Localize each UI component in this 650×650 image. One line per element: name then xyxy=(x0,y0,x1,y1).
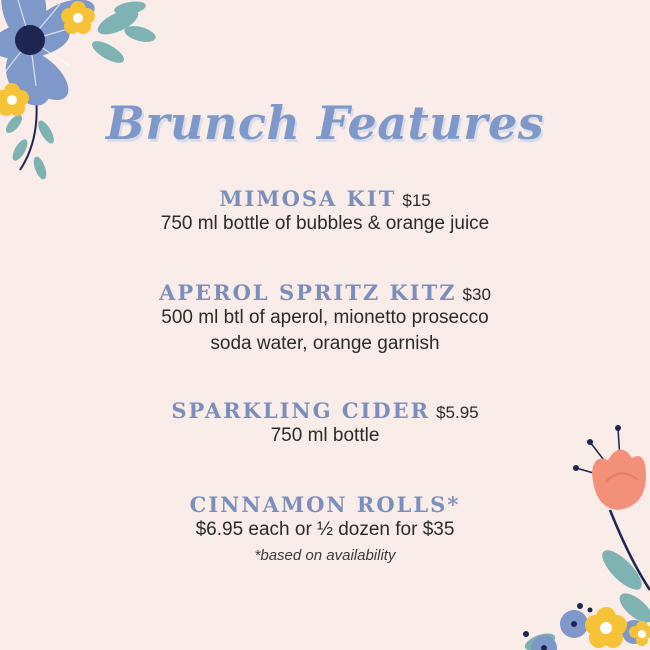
flower-cluster-top-left-icon xyxy=(0,0,190,190)
menu-item-mimosa-kit xyxy=(0,186,650,237)
item-price: $30 xyxy=(462,285,491,304)
item-description: $6.95 each or ½ dozen for $35 xyxy=(195,519,455,540)
item-price: $15 xyxy=(402,191,431,210)
availability-note: *based on availability xyxy=(254,547,396,564)
item-description: 500 ml btl of aperol, mionetto prosecco xyxy=(161,307,489,328)
menu-item-sparkling-cider xyxy=(0,398,650,449)
menu-title: Brunch Features xyxy=(105,96,545,150)
item-name: CINNAMON ROLLS* xyxy=(189,492,461,517)
menu-item-cinnamon-rolls xyxy=(0,492,650,564)
item-price: $5.95 xyxy=(436,403,479,422)
item-description: soda water, orange garnish xyxy=(210,333,440,354)
item-description: 750 ml bottle xyxy=(270,425,380,446)
item-name: MIMOSA KIT xyxy=(219,186,397,211)
item-name: SPARKLING CIDER xyxy=(171,398,431,423)
item-name: APEROL SPRITZ KITZ xyxy=(159,280,457,305)
item-description: 750 ml bottle of bubbles & orange juice xyxy=(160,213,490,234)
menu-item-aperol-spritz-kitz xyxy=(0,280,650,357)
